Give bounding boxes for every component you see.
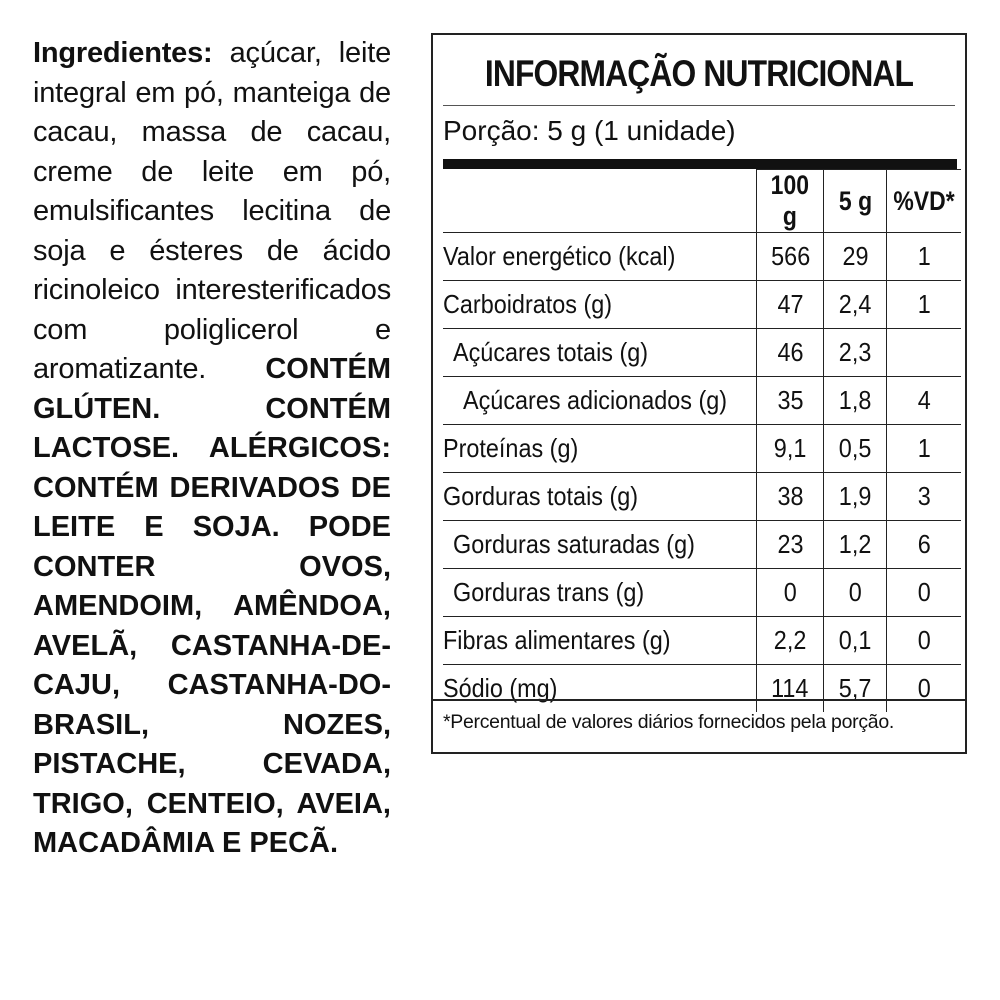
value-daily-percent: 1 [887, 425, 961, 473]
nutrient-name: Fibras alimentares (g) [443, 617, 757, 665]
value-per-100g: 46 [757, 329, 824, 377]
nutrient-name: Gorduras trans (g) [443, 569, 757, 617]
value-per-portion: 0,5 [824, 425, 887, 473]
value-daily-percent: 0 [887, 617, 961, 665]
value-per-100g: 47 [757, 281, 824, 329]
nutrient-name: Proteínas (g) [443, 425, 757, 473]
nutrient-name: Gorduras saturadas (g) [443, 521, 757, 569]
allergen-warning: CONTÉM GLÚTEN. CONTÉM LACTOSE. ALÉRGICOS: CONTÉM DERIVADOS DE LEITE E SOJA. PODE CONTER OVOS, AMENDOIM, AMÊNDOA, AVELÃ, CASTANHA-DE-CAJU, CASTANHA-DO-BRASIL, NOZES, PISTACHE, CEVADA, TRIGO, CENTEIO, AVEIA, MACADÂMIA E PECÃ. [33, 353, 391, 859]
table-header-row [443, 170, 961, 233]
table-row [443, 569, 961, 617]
value-per-100g: 566 [757, 233, 824, 281]
value-per-100g: 0 [757, 569, 824, 617]
nutrition-title: INFORMAÇÃO NUTRICIONAL [484, 53, 914, 94]
value-per-portion: 0 [824, 569, 887, 617]
value-per-portion: 2,3 [824, 329, 887, 377]
nutrient-name: Valor energético (kcal) [443, 233, 757, 281]
portion-size: Porção: 5 g (1 unidade) [443, 115, 736, 146]
footnote-divider [433, 699, 965, 701]
value-daily-percent: 1 [887, 233, 961, 281]
table-row [443, 473, 961, 521]
value-per-portion: 1,8 [824, 377, 887, 425]
nutrient-name: Gorduras totais (g) [443, 473, 757, 521]
table-row [443, 281, 961, 329]
value-per-portion: 0,1 [824, 617, 887, 665]
value-daily-percent: 0 [887, 665, 961, 713]
table-row [443, 617, 961, 665]
value-per-100g: 38 [757, 473, 824, 521]
value-per-portion: 5,7 [824, 665, 887, 713]
header-5g: 5 g [824, 170, 887, 233]
value-per-100g: 114 [757, 665, 824, 713]
value-daily-percent: 3 [887, 473, 961, 521]
ingredients-text: açúcar, leite integral em pó, manteiga de cacau, massa de cacau, creme de leite em pó, emulsificantes lecitina de soja e ésteres de ácido ricinoleico interesterificados com poliglicerol e aromatizante. [33, 37, 391, 385]
table-row [443, 425, 961, 473]
header-vd: %VD* [887, 170, 961, 233]
footnote: *Percentual de valores diários fornecidos pela porção. [443, 711, 894, 733]
nutrient-name: Açúcares totais (g) [443, 329, 757, 377]
title-divider [443, 105, 955, 106]
table-row [443, 329, 961, 377]
table-row [443, 233, 961, 281]
value-per-portion: 1,9 [824, 473, 887, 521]
value-per-portion: 2,4 [824, 281, 887, 329]
table-row [443, 521, 961, 569]
nutrition-panel [431, 33, 967, 754]
nutrition-table [443, 169, 961, 712]
nutrient-name: Açúcares adicionados (g) [443, 377, 757, 425]
table-row [443, 377, 961, 425]
value-per-100g: 9,1 [757, 425, 824, 473]
thick-divider [443, 159, 957, 169]
nutrient-name: Sódio (mg) [443, 665, 757, 713]
value-daily-percent: 1 [887, 281, 961, 329]
value-per-100g: 2,2 [757, 617, 824, 665]
value-per-100g: 23 [757, 521, 824, 569]
value-daily-percent: 0 [887, 569, 961, 617]
ingredients-label: Ingredientes: [33, 37, 213, 69]
nutrient-name: Carboidratos (g) [443, 281, 757, 329]
value-per-100g: 35 [757, 377, 824, 425]
value-daily-percent [887, 329, 961, 377]
ingredients-block [33, 34, 391, 864]
value-daily-percent: 6 [887, 521, 961, 569]
header-blank [443, 170, 757, 233]
table-row [443, 665, 961, 713]
value-daily-percent: 4 [887, 377, 961, 425]
header-100g: 100 g [757, 170, 824, 233]
value-per-portion: 29 [824, 233, 887, 281]
value-per-portion: 1,2 [824, 521, 887, 569]
